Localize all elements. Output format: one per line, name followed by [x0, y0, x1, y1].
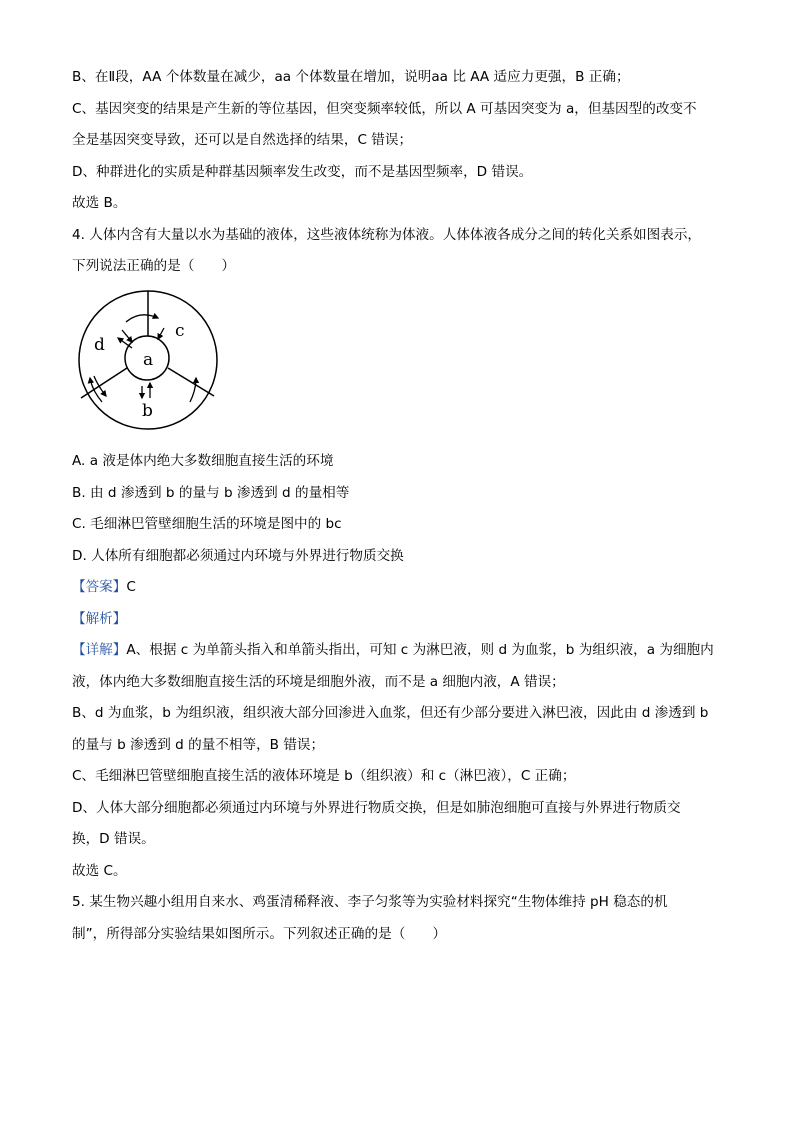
option-c: C. 毛细淋巴管壁细胞生活的环境是图中的 bc [72, 516, 342, 532]
explanation-line: 故选 C。 [72, 863, 127, 879]
label-d: d [94, 335, 105, 355]
explanation-line: 换，D 错误。 [72, 831, 155, 847]
explanation-text: A、根据 c 为单箭头指入和单箭头指出，可知 c 为淋巴液，则 d 为血浆，b 为组织液，a 为细胞内 [126, 642, 714, 658]
arrow-d-to-c [126, 315, 158, 322]
option-a: A. a 液是体内绝大多数细胞直接生活的环境 [72, 453, 334, 469]
explanation-line: 液，体内绝大多数细胞直接生活的环境是细胞外液，而不是 a 细胞内液，A 错误； [72, 674, 565, 690]
answer-line [72, 578, 136, 596]
label-a: a [143, 350, 154, 370]
analysis-tag: 【解析】 [72, 611, 127, 627]
label-c: c [175, 321, 185, 341]
arrow-c-to-a [158, 328, 164, 339]
text-line: 全是基因突变导致，还可以是自然选择的结果，C 错误； [72, 132, 413, 148]
arrow-d-to-a [122, 330, 132, 342]
option-d: D. 人体所有细胞都必须通过内环境与外界进行物质交换 [72, 548, 404, 564]
divider-right [168, 368, 214, 396]
text-line: D、种群进化的实质是种群基因频率发生改变，而不是基因型频率，D 错误。 [72, 164, 533, 180]
explanation-line: D、人体大部分细胞都必须通过内环境与外界进行物质交换，但是如肺泡细胞可直接与外界进行物质交 [72, 800, 681, 816]
question-stem: 下列说法正确的是（ ） [72, 258, 236, 274]
text-line: 故选 B。 [72, 195, 127, 211]
explanation-line [72, 641, 714, 659]
body-fluid-diagram [72, 290, 224, 430]
question-stem: 制”，所得部分实验结果如图所示。下列叙述正确的是（ ） [72, 926, 447, 942]
text-line: B、在Ⅱ段，AA 个体数量在减少，aa 个体数量在增加，说明aa 比 AA 适应力更强，B 正确； [72, 69, 630, 85]
option-b: B. 由 d 渗透到 b 的量与 b 渗透到 d 的量相等 [72, 485, 350, 501]
explanation-line: 的量与 b 渗透到 d 的量不相等，B 错误； [72, 737, 325, 753]
explanation-line: C、毛细淋巴管壁细胞直接生活的液体环境是 b（组织液）和 c（淋巴液），C 正确； [72, 768, 576, 784]
answer-value: C [126, 579, 136, 595]
question-stem: 4. 人体内含有大量以水为基础的液体，这些液体统称为体液。人体体液各成分之间的转化关系如图表示， [72, 227, 702, 243]
label-b: b [142, 401, 153, 421]
answer-tag: 【答案】 [72, 579, 127, 595]
question-stem: 5. 某生物兴趣小组用自来水、鸡蛋清稀释液、李子匀浆等为实验材料探究“生物体维持 pH 稳态的机 [72, 894, 668, 910]
text-line: C、基因突变的结果是产生新的等位基因，但突变频率较低，所以 A 可基因突变为 a，但基因型的改变不 [72, 101, 697, 117]
explanation-line: B、d 为血浆，b 为组织液，组织液大部分回渗进入血浆，但还有少部分要进入淋巴液，因此由 d 渗透到 b [72, 705, 709, 721]
detail-tag: 【详解】 [72, 642, 127, 658]
